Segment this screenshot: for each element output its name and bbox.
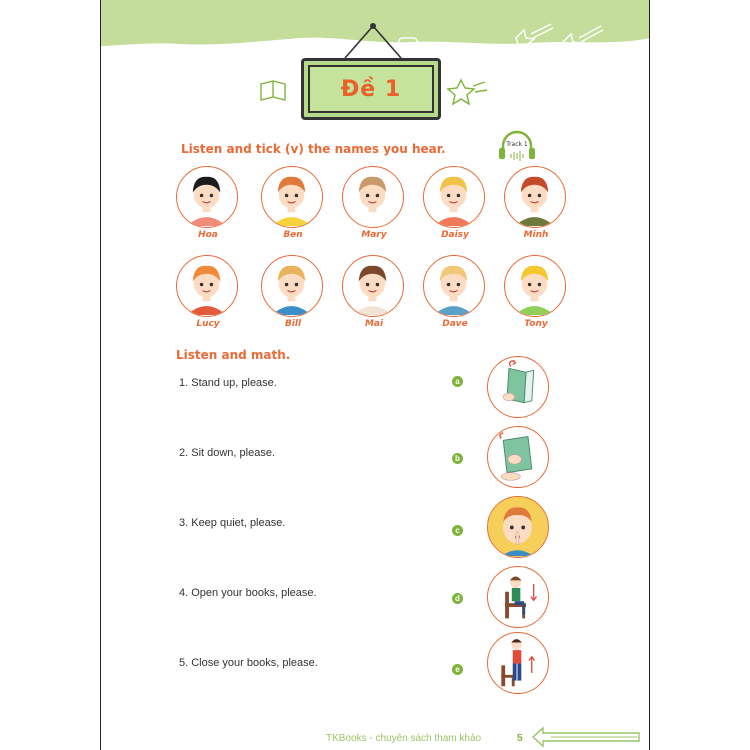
picture-stand-up bbox=[487, 632, 549, 694]
section1-heading: Listen and tick (v) the names you hear. bbox=[181, 142, 446, 156]
kid-name: Ben bbox=[283, 230, 303, 240]
picture-close-book bbox=[487, 426, 549, 488]
track-label: Track 1 bbox=[506, 141, 528, 148]
kid-portrait bbox=[261, 166, 323, 228]
kid-portrait bbox=[423, 255, 485, 317]
kid-portrait bbox=[342, 255, 404, 317]
kid-name: Mai bbox=[364, 319, 384, 329]
page-number: 5 bbox=[517, 733, 523, 744]
kid-name: Bill bbox=[284, 319, 302, 329]
kid-name: Dave bbox=[442, 319, 468, 329]
kid-mary[interactable] bbox=[342, 166, 406, 248]
kid-portrait bbox=[176, 166, 238, 228]
kid-portrait bbox=[423, 166, 485, 228]
kid-portrait bbox=[261, 255, 323, 317]
kid-portrait bbox=[342, 166, 404, 228]
section2-heading: Listen and math. bbox=[176, 348, 291, 362]
option-letter-b: b bbox=[452, 453, 463, 464]
footer-text: TKBooks - chuyên sách tham khảo bbox=[326, 733, 482, 744]
kid-dave[interactable] bbox=[423, 255, 487, 337]
headphones-track-icon bbox=[497, 130, 537, 164]
kid-name: Hoa bbox=[198, 230, 218, 240]
option-letter-a: a bbox=[452, 376, 463, 387]
kid-hoa[interactable] bbox=[176, 166, 240, 248]
page-title: Đề 1 bbox=[340, 76, 402, 102]
kid-tony[interactable] bbox=[504, 255, 568, 337]
kid-portrait bbox=[504, 166, 566, 228]
command-5: 5. Close your books, please. bbox=[179, 657, 318, 669]
command-2: 2. Sit down, please. bbox=[179, 447, 276, 459]
kid-name: Daisy bbox=[441, 230, 469, 240]
title-board bbox=[301, 58, 441, 120]
kid-minh[interactable] bbox=[504, 166, 568, 248]
picture-open-book bbox=[487, 356, 549, 418]
picture-keep-quiet bbox=[487, 496, 549, 558]
kid-name: Lucy bbox=[196, 319, 220, 329]
command-4: 4. Open your books, please. bbox=[179, 587, 317, 599]
arrow-left-icon bbox=[531, 726, 643, 748]
kid-portrait bbox=[504, 255, 566, 317]
picture-sit-down bbox=[487, 566, 549, 628]
option-letter-d: d bbox=[452, 593, 463, 604]
kid-ben[interactable] bbox=[261, 166, 325, 248]
kid-portrait bbox=[176, 255, 238, 317]
command-3: 3. Keep quiet, please. bbox=[179, 517, 286, 529]
kid-daisy[interactable] bbox=[423, 166, 487, 248]
kid-name: Mary bbox=[361, 230, 387, 240]
kid-name: Tony bbox=[524, 319, 548, 329]
option-letter-c: c bbox=[452, 525, 463, 536]
kid-lucy[interactable] bbox=[176, 255, 240, 337]
kid-bill[interactable] bbox=[261, 255, 325, 337]
option-letter-e: e bbox=[452, 664, 463, 675]
worksheet-page bbox=[100, 0, 650, 750]
command-1: 1. Stand up, please. bbox=[179, 377, 277, 389]
kid-mai[interactable] bbox=[342, 255, 406, 337]
kid-name: Minh bbox=[523, 230, 549, 240]
